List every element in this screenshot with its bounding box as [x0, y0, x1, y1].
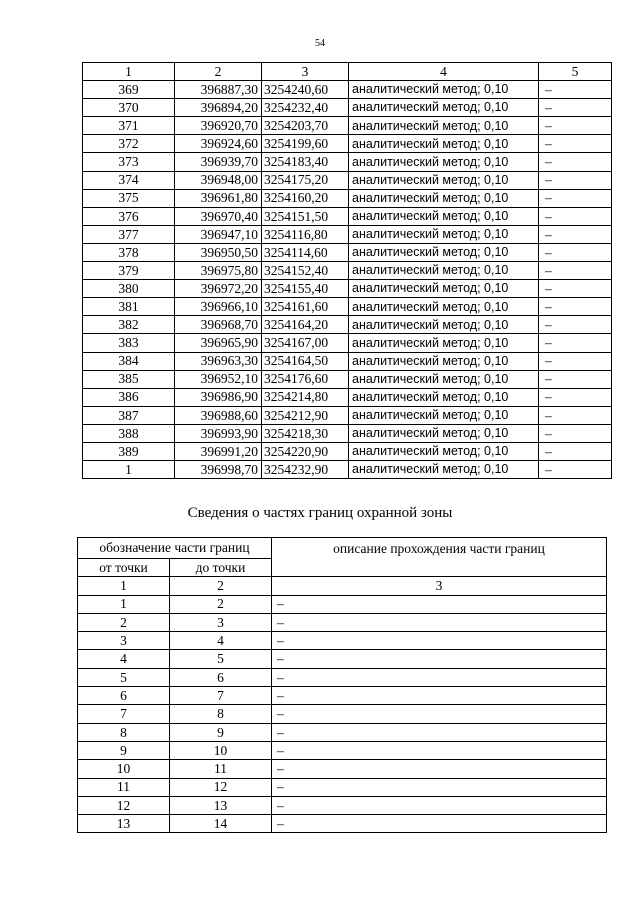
point-number-cell: 375 [83, 189, 175, 207]
y-coordinate-cell: 3254114,60 [262, 243, 349, 261]
table-row [83, 334, 612, 352]
point-number-cell: 371 [83, 117, 175, 135]
note-cell: – [539, 225, 612, 243]
point-number-cell: 384 [83, 352, 175, 370]
column-number-3: 3 [262, 63, 349, 81]
y-coordinate-cell: 3254212,90 [262, 406, 349, 424]
description-cell: – [272, 705, 607, 723]
table-row [78, 741, 607, 759]
description-cell: – [272, 632, 607, 650]
method-cell: аналитический метод; 0,10 [349, 316, 539, 334]
y-coordinate-cell: 3254232,90 [262, 461, 349, 479]
description-cell: – [272, 613, 607, 631]
method-cell: аналитический метод; 0,10 [349, 370, 539, 388]
y-coordinate-cell: 3254240,60 [262, 81, 349, 99]
from-point-cell: 4 [78, 650, 170, 668]
to-point-cell: 14 [170, 815, 272, 833]
table-row [83, 135, 612, 153]
y-coordinate-cell: 3254218,30 [262, 424, 349, 442]
point-number-cell: 373 [83, 153, 175, 171]
table-row [78, 723, 607, 741]
note-cell: – [539, 81, 612, 99]
y-coordinate-cell: 3254161,60 [262, 298, 349, 316]
note-cell: – [539, 352, 612, 370]
method-cell: аналитический метод; 0,10 [349, 461, 539, 479]
table-row [83, 316, 612, 334]
x-coordinate-cell: 396970,40 [175, 207, 262, 225]
x-coordinate-cell: 396952,10 [175, 370, 262, 388]
method-cell: аналитический метод; 0,10 [349, 189, 539, 207]
y-coordinate-cell: 3254151,50 [262, 207, 349, 225]
y-coordinate-cell: 3254199,60 [262, 135, 349, 153]
table-row [83, 207, 612, 225]
method-cell: аналитический метод; 0,10 [349, 424, 539, 442]
to-point-cell: 10 [170, 741, 272, 759]
table-row [83, 370, 612, 388]
method-cell: аналитический метод; 0,10 [349, 406, 539, 424]
table-row [78, 760, 607, 778]
method-cell: аналитический метод; 0,10 [349, 352, 539, 370]
table-row [83, 171, 612, 189]
x-coordinate-cell: 396950,50 [175, 243, 262, 261]
to-point-cell: 6 [170, 668, 272, 686]
from-point-cell: 13 [78, 815, 170, 833]
table-row [83, 352, 612, 370]
table-row [78, 778, 607, 796]
x-coordinate-cell: 396993,90 [175, 424, 262, 442]
note-cell: – [539, 442, 612, 460]
x-coordinate-cell: 396887,30 [175, 81, 262, 99]
note-cell: – [539, 461, 612, 479]
method-cell: аналитический метод; 0,10 [349, 225, 539, 243]
method-cell: аналитический метод; 0,10 [349, 171, 539, 189]
method-cell: аналитический метод; 0,10 [349, 81, 539, 99]
border-parts-table [77, 537, 607, 833]
x-coordinate-cell: 396991,20 [175, 442, 262, 460]
y-coordinate-cell: 3254220,90 [262, 442, 349, 460]
x-coordinate-cell: 396966,10 [175, 298, 262, 316]
method-cell: аналитический метод; 0,10 [349, 442, 539, 460]
table-row [83, 189, 612, 207]
x-coordinate-cell: 396988,60 [175, 406, 262, 424]
from-point-cell: 9 [78, 741, 170, 759]
x-coordinate-cell: 396998,70 [175, 461, 262, 479]
column-number-2: 2 [175, 63, 262, 81]
note-cell: – [539, 207, 612, 225]
note-cell: – [539, 406, 612, 424]
column-number-1: 1 [78, 577, 170, 595]
table-row [83, 117, 612, 135]
x-coordinate-cell: 396947,10 [175, 225, 262, 243]
table-row [83, 99, 612, 117]
description-cell: – [272, 650, 607, 668]
from-point-cell: 10 [78, 760, 170, 778]
method-cell: аналитический метод; 0,10 [349, 280, 539, 298]
y-coordinate-cell: 3254164,20 [262, 316, 349, 334]
description-cell: – [272, 687, 607, 705]
description-cell: – [272, 760, 607, 778]
note-cell: – [539, 262, 612, 280]
description-cell: – [272, 741, 607, 759]
method-cell: аналитический метод; 0,10 [349, 388, 539, 406]
header-description: описание прохождения части границ [272, 538, 607, 577]
y-coordinate-cell: 3254164,50 [262, 352, 349, 370]
from-point-cell: 1 [78, 595, 170, 613]
note-cell: – [539, 243, 612, 261]
section-title: Сведения о частях границ охранной зоны [187, 505, 453, 521]
note-cell: – [539, 189, 612, 207]
to-point-cell: 13 [170, 796, 272, 814]
table-row [78, 595, 607, 613]
table-row [83, 262, 612, 280]
point-number-cell: 385 [83, 370, 175, 388]
x-coordinate-cell: 396961,80 [175, 189, 262, 207]
to-point-cell: 5 [170, 650, 272, 668]
from-point-cell: 12 [78, 796, 170, 814]
description-cell: – [272, 796, 607, 814]
header-border-designation: обозначение части границ [78, 538, 272, 559]
point-number-cell: 389 [83, 442, 175, 460]
table-row [83, 388, 612, 406]
from-point-cell: 7 [78, 705, 170, 723]
table-row [78, 650, 607, 668]
point-number-cell: 369 [83, 81, 175, 99]
from-point-cell: 8 [78, 723, 170, 741]
column-number-2: 2 [170, 577, 272, 595]
method-cell: аналитический метод; 0,10 [349, 262, 539, 280]
from-point-cell: 11 [78, 778, 170, 796]
table-row [83, 153, 612, 171]
y-coordinate-cell: 3254183,40 [262, 153, 349, 171]
x-coordinate-cell: 396975,80 [175, 262, 262, 280]
note-cell: – [539, 334, 612, 352]
to-point-cell: 12 [170, 778, 272, 796]
from-point-cell: 2 [78, 613, 170, 631]
table-row [78, 815, 607, 833]
method-cell: аналитический метод; 0,10 [349, 298, 539, 316]
description-cell: – [272, 723, 607, 741]
x-coordinate-cell: 396965,90 [175, 334, 262, 352]
y-coordinate-cell: 3254175,20 [262, 171, 349, 189]
x-coordinate-cell: 396963,30 [175, 352, 262, 370]
table-row [78, 632, 607, 650]
header-from-point: от точки [78, 559, 170, 577]
point-number-cell: 383 [83, 334, 175, 352]
to-point-cell: 7 [170, 687, 272, 705]
to-point-cell: 2 [170, 595, 272, 613]
note-cell: – [539, 171, 612, 189]
border-column-numbers-row [78, 577, 607, 595]
point-number-cell: 376 [83, 207, 175, 225]
y-coordinate-cell: 3254176,60 [262, 370, 349, 388]
note-cell: – [539, 424, 612, 442]
table-row [83, 461, 612, 479]
x-coordinate-cell: 396920,70 [175, 117, 262, 135]
coordinates-table [82, 62, 612, 479]
point-number-cell: 372 [83, 135, 175, 153]
y-coordinate-cell: 3254160,20 [262, 189, 349, 207]
y-coordinate-cell: 3254155,40 [262, 280, 349, 298]
note-cell: – [539, 280, 612, 298]
page-number: 54 [315, 38, 325, 49]
y-coordinate-cell: 3254232,40 [262, 99, 349, 117]
method-cell: аналитический метод; 0,10 [349, 99, 539, 117]
point-number-cell: 370 [83, 99, 175, 117]
method-cell: аналитический метод; 0,10 [349, 334, 539, 352]
table-row [78, 796, 607, 814]
point-number-cell: 378 [83, 243, 175, 261]
x-coordinate-cell: 396894,20 [175, 99, 262, 117]
y-coordinate-cell: 3254167,00 [262, 334, 349, 352]
table-row [78, 613, 607, 631]
x-coordinate-cell: 396972,20 [175, 280, 262, 298]
x-coordinate-cell: 396968,70 [175, 316, 262, 334]
column-number-3: 3 [272, 577, 607, 595]
note-cell: – [539, 388, 612, 406]
description-cell: – [272, 668, 607, 686]
point-number-cell: 388 [83, 424, 175, 442]
note-cell: – [539, 298, 612, 316]
border-header-row-1 [78, 538, 607, 559]
method-cell: аналитический метод; 0,10 [349, 135, 539, 153]
point-number-cell: 382 [83, 316, 175, 334]
y-coordinate-cell: 3254203,70 [262, 117, 349, 135]
y-coordinate-cell: 3254116,80 [262, 225, 349, 243]
to-point-cell: 3 [170, 613, 272, 631]
from-point-cell: 3 [78, 632, 170, 650]
point-number-cell: 377 [83, 225, 175, 243]
from-point-cell: 5 [78, 668, 170, 686]
table-row [83, 406, 612, 424]
point-number-cell: 381 [83, 298, 175, 316]
to-point-cell: 11 [170, 760, 272, 778]
table-row [78, 705, 607, 723]
method-cell: аналитический метод; 0,10 [349, 243, 539, 261]
to-point-cell: 8 [170, 705, 272, 723]
x-coordinate-cell: 396924,60 [175, 135, 262, 153]
point-number-cell: 386 [83, 388, 175, 406]
to-point-cell: 9 [170, 723, 272, 741]
note-cell: – [539, 370, 612, 388]
method-cell: аналитический метод; 0,10 [349, 153, 539, 171]
note-cell: – [539, 99, 612, 117]
point-number-cell: 380 [83, 280, 175, 298]
note-cell: – [539, 135, 612, 153]
column-number-1: 1 [83, 63, 175, 81]
table-row [83, 298, 612, 316]
note-cell: – [539, 117, 612, 135]
description-cell: – [272, 778, 607, 796]
header-to-point: до точки [170, 559, 272, 577]
column-number-4: 4 [349, 63, 539, 81]
table-row [83, 442, 612, 460]
table-row [83, 225, 612, 243]
point-number-cell: 379 [83, 262, 175, 280]
method-cell: аналитический метод; 0,10 [349, 207, 539, 225]
y-coordinate-cell: 3254152,40 [262, 262, 349, 280]
table-row [83, 424, 612, 442]
table-row [78, 668, 607, 686]
y-coordinate-cell: 3254214,80 [262, 388, 349, 406]
method-cell: аналитический метод; 0,10 [349, 117, 539, 135]
from-point-cell: 6 [78, 687, 170, 705]
column-number-5: 5 [539, 63, 612, 81]
point-number-cell: 387 [83, 406, 175, 424]
x-coordinate-cell: 396948,00 [175, 171, 262, 189]
point-number-cell: 1 [83, 461, 175, 479]
point-number-cell: 374 [83, 171, 175, 189]
description-cell: – [272, 595, 607, 613]
coordinates-column-numbers-row [83, 63, 612, 81]
table-row [83, 81, 612, 99]
to-point-cell: 4 [170, 632, 272, 650]
description-cell: – [272, 815, 607, 833]
table-row [78, 687, 607, 705]
x-coordinate-cell: 396986,90 [175, 388, 262, 406]
table-row [83, 243, 612, 261]
note-cell: – [539, 316, 612, 334]
table-row [83, 280, 612, 298]
note-cell: – [539, 153, 612, 171]
x-coordinate-cell: 396939,70 [175, 153, 262, 171]
